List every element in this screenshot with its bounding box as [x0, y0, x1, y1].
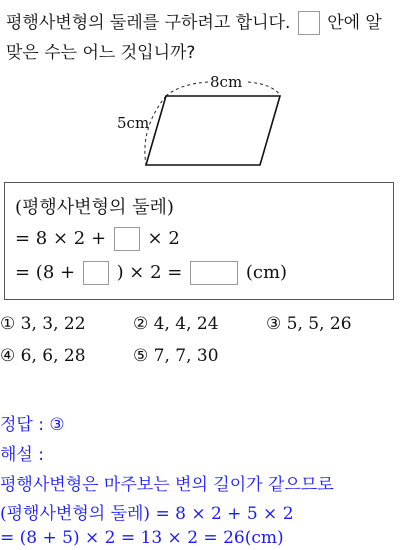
calc-line-3-text-c: (cm): [245, 262, 288, 283]
calc-line-2-text-b: × 2: [147, 228, 180, 249]
choice-marker: ①: [0, 314, 16, 334]
question-text-part-2: 안에 알: [327, 13, 382, 33]
choice-marker: ⑤: [133, 346, 149, 366]
parallelogram-svg: [110, 68, 300, 172]
calc-line-3: [15, 261, 287, 285]
top-dimension-arc-left: [166, 82, 208, 96]
explanation-line-2: (평행사변형의 둘레) = 8 × 2 + 5 × 2: [0, 504, 294, 524]
choice-marker: ④: [0, 346, 16, 366]
question-line-2: [6, 38, 195, 63]
choice-2[interactable]: [133, 314, 219, 334]
choice-text: 7, 7, 30: [153, 346, 219, 366]
explanation-line-3: = (8 + 5) × 2 = 13 × 2 = 26(cm): [0, 528, 284, 548]
calculation-box: [4, 182, 394, 300]
choice-text: 4, 4, 24: [153, 314, 219, 334]
explanation-label: 해설 :: [0, 445, 44, 465]
choice-marker: ③: [266, 314, 282, 334]
question-text-part-1: 평행사변형의 둘레를 구하려고 합니다.: [6, 13, 291, 33]
answer-line: 정답 : ③: [0, 415, 65, 435]
choice-3[interactable]: [266, 314, 352, 334]
parallelogram-figure: [110, 68, 300, 172]
calc-line-3-text-b: ) × 2 =: [116, 262, 183, 283]
calc-line-2-text-a: = 8 × 2 +: [15, 228, 107, 249]
calc-line-3-text-a: = (8 +: [15, 262, 76, 283]
calc-heading: (평행사변형의 둘레): [15, 197, 174, 218]
calc-blank-2: [83, 261, 109, 285]
calc-line-2: [15, 227, 180, 251]
answer-blank-box: [298, 11, 320, 35]
calc-line-1: [15, 193, 174, 219]
choice-5[interactable]: [133, 346, 219, 366]
choice-text: 6, 6, 28: [20, 346, 86, 366]
top-side-label: 8cm: [210, 73, 243, 91]
explanation-line-1: 평행사변형은 마주보는 변의 길이가 같으므로: [0, 475, 334, 495]
question-text-part-3: 맞은 수는 어느 것입니까?: [6, 43, 196, 63]
top-dimension-arc-right: [248, 82, 280, 95]
choice-text: 5, 5, 26: [286, 314, 352, 334]
choice-4[interactable]: [0, 346, 86, 366]
choice-text: 3, 3, 22: [20, 314, 86, 334]
parallelogram-shape: [146, 96, 280, 165]
left-side-label: 5cm: [117, 114, 150, 132]
choice-1[interactable]: [0, 314, 86, 334]
question-line-1: [6, 8, 382, 35]
calc-blank-3: [190, 261, 238, 285]
calc-blank-1: [114, 227, 140, 251]
choice-marker: ②: [133, 314, 149, 334]
